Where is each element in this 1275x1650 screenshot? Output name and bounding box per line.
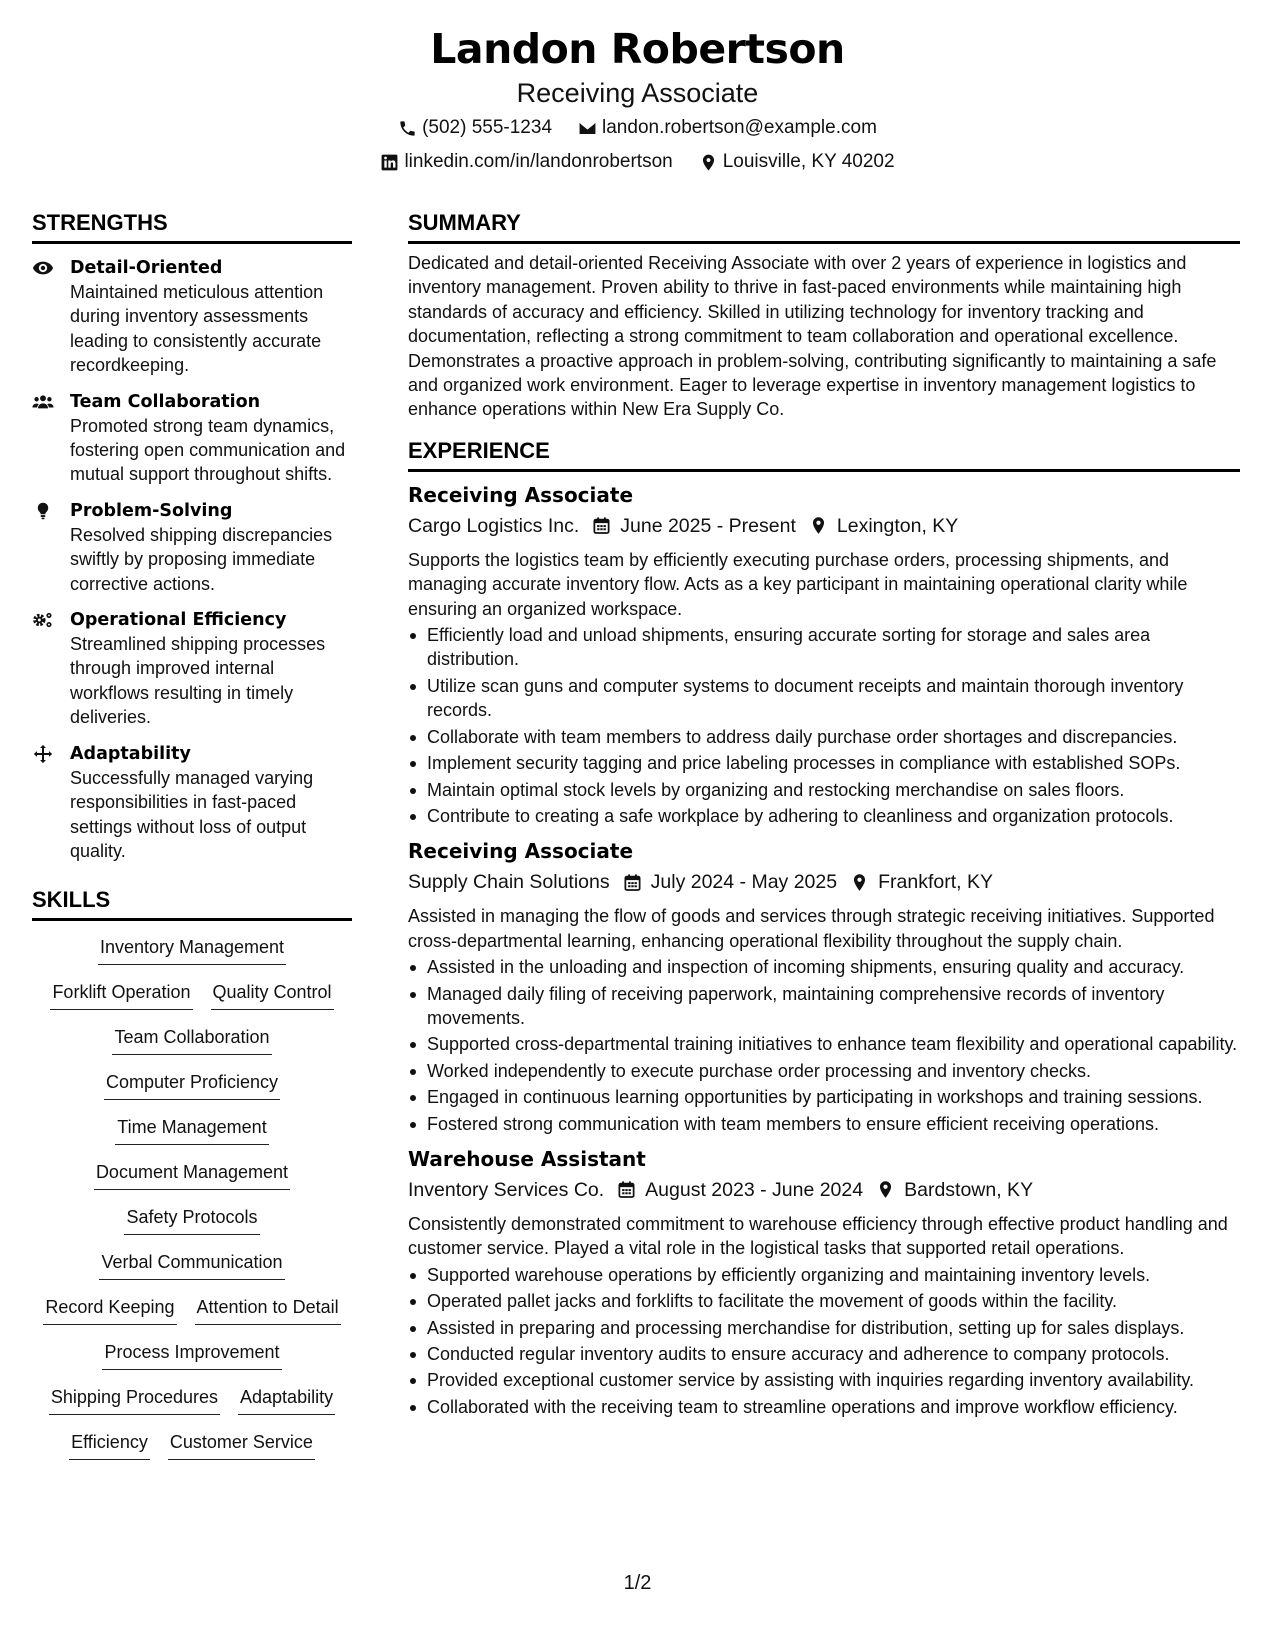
skill-tag: Time Management <box>115 1115 268 1145</box>
phone-text: (502) 555-1234 <box>422 117 553 138</box>
job-bullet: Provided exceptional customer service by assisting with inquiries regarding inventory availability. <box>408 1368 1240 1392</box>
job-bullet: Contribute to creating a safe workplace by adhering to cleanliness and organization protocols. <box>408 804 1240 828</box>
arrows-move-icon <box>32 744 54 764</box>
calendar-icon <box>617 1180 636 1199</box>
job-bullet: Supported cross-departmental training initiatives to enhance team flexibility and operational capability. <box>408 1032 1240 1056</box>
job-description: Assisted in managing the flow of goods and services through strategic receiving initiatives. Supported cross-departmental learning, enhancing operational flexibility throughout the supply chain. <box>408 906 1215 951</box>
job-meta <box>408 1175 1240 1205</box>
job-title: Receiving Associate <box>408 839 634 864</box>
job-meta <box>408 867 1240 897</box>
resume-header <box>0 22 1275 178</box>
map-pin-icon <box>850 873 869 892</box>
skill-row <box>32 1340 352 1385</box>
job-bullet: Assisted in preparing and processing merchandise for distribution, setting up for sales displays. <box>408 1316 1240 1340</box>
skill-tag: Document Management <box>94 1160 290 1190</box>
job-bullets <box>408 1263 1240 1419</box>
gears-icon <box>32 610 54 630</box>
summary-text: Dedicated and detail-oriented Receiving Associate with over 2 years of experience in logistics and inventory management. Proven ability to thrive in fast-paced environments while maintaining high standards of accuracy and efficiency. Skilled in utilizing technology for inventory tracking and documentation, reflecting a strong commitment to team collaboration and operational excellence. Demonstrates a proactive approach in problem-solving, contributing significantly to maintaining a safe and organized work environment. Eager to leverage expertise in inventory management logistics to enhance operations within New Era Supply Co. <box>408 253 1217 420</box>
skill-tag: Process Improvement <box>102 1340 281 1370</box>
job-company: Inventory Services Co. <box>408 1178 605 1201</box>
skill-tag: Efficiency <box>69 1430 150 1460</box>
skill-tag: Inventory Management <box>98 935 286 965</box>
skill-tag: Verbal Communication <box>99 1250 284 1280</box>
job-bullet: Implement security tagging and price labeling processes in compliance with established SOPs. <box>408 751 1240 775</box>
job-company: Supply Chain Solutions <box>408 871 610 894</box>
job-entry <box>408 836 1240 1136</box>
job-location: Frankfort, KY <box>878 871 993 894</box>
job-dates: June 2025 - Present <box>620 514 796 537</box>
calendar-icon <box>623 873 642 892</box>
linkedin-icon <box>380 153 399 172</box>
strength-description: Streamlined shipping processes through improved internal workflows resulting in timely deliveries. <box>70 634 326 728</box>
job-bullets <box>408 623 1240 828</box>
strength-title: Operational Efficiency <box>70 610 287 631</box>
skill-row <box>32 1250 352 1295</box>
envelope-icon <box>578 119 597 138</box>
job-bullet: Conducted regular inventory audits to ensure accuracy and adherence to company protocols. <box>408 1342 1240 1366</box>
job-description: Supports the logistics team by efficiently executing purchase orders, processing shipments, and managing accurate inventory flow. Acts as a key participant in maintaining operational clarity while ensuring an organized workspace. <box>408 549 1188 619</box>
skills-heading: SKILLS <box>32 885 352 921</box>
summary-heading: SUMMARY <box>408 208 1240 244</box>
skill-row <box>32 1070 352 1115</box>
phone-icon <box>398 119 417 138</box>
job-title: Warehouse Assistant <box>408 1146 646 1171</box>
job-bullet: Fostered strong communication with team members to ensure efficient receiving operations. <box>408 1112 1240 1136</box>
job-bullet: Operated pallet jacks and forklifts to facilitate the movement of goods within the facility. <box>408 1289 1240 1313</box>
experience-heading: EXPERIENCE <box>408 436 1240 472</box>
skill-row <box>32 935 352 980</box>
skill-tag: Computer Proficiency <box>104 1070 280 1100</box>
job-location: Bardstown, KY <box>904 1178 1034 1201</box>
linkedin-text[interactable]: linkedin.com/in/landonrobertson <box>404 151 673 172</box>
skill-tag: Adaptability <box>238 1385 335 1415</box>
contact-phone <box>398 112 552 144</box>
skill-tag: Record Keeping <box>43 1295 176 1325</box>
strength-item <box>32 608 352 730</box>
skill-row <box>32 1160 352 1205</box>
page-number: 1/2 <box>623 1572 652 1594</box>
strength-item <box>32 256 352 378</box>
calendar-icon <box>592 516 611 535</box>
strength-title: Detail-Oriented <box>70 258 223 278</box>
left-column <box>32 208 352 1475</box>
contact-email[interactable] <box>578 112 877 144</box>
job-company: Cargo Logistics Inc. <box>408 514 580 537</box>
job-bullet: Worked independently to execute purchase order processing and inventory checks. <box>408 1059 1240 1083</box>
job-bullet: Supported warehouse operations by efficiently organizing and maintaining inventory levels. <box>408 1263 1240 1287</box>
job-title: Receiving Associate <box>408 482 634 507</box>
skills-list <box>32 935 352 1475</box>
strength-title: Adaptability <box>70 743 191 764</box>
job-location: Lexington, KY <box>836 514 959 537</box>
job-bullets <box>408 955 1240 1136</box>
strength-item <box>32 390 352 487</box>
contact-location <box>699 146 895 178</box>
strength-description: Resolved shipping discrepancies swiftly by proposing immediate corrective actions. <box>70 524 333 594</box>
contact-linkedin[interactable] <box>380 146 672 178</box>
email-text[interactable]: landon.robertson@example.com <box>602 117 877 138</box>
skill-tag: Attention to Detail <box>195 1295 341 1325</box>
eye-icon <box>32 258 54 278</box>
job-bullet: Assisted in the unloading and inspection of incoming shipments, ensuring quality and accuracy. <box>408 955 1240 979</box>
skill-row <box>32 1430 352 1475</box>
job-description: Consistently demonstrated commitment to warehouse efficiency through effective product handling and customer service. Played a vital role in the logistical tasks that supported retail operations. <box>408 1213 1228 1259</box>
skill-tag: Safety Protocols <box>124 1205 259 1235</box>
skill-tag: Forklift Operation <box>50 980 192 1010</box>
strength-description: Maintained meticulous attention during inventory assessments leading to consistently accurate recordkeeping. <box>70 282 324 376</box>
skill-tag: Quality Control <box>211 980 334 1010</box>
skill-tag: Shipping Procedures <box>49 1385 220 1415</box>
job-bullet: Collaborate with team members to address daily purchase order shortages and discrepancies. <box>408 725 1240 749</box>
job-bullet: Maintain optimal stock levels by organizing and restocking merchandise on sales floors. <box>408 778 1240 802</box>
job-entry <box>408 1144 1240 1419</box>
users-icon <box>32 392 54 412</box>
job-entry <box>408 480 1240 828</box>
strength-description: Promoted strong team dynamics, fostering open communication and mutual support throughout shifts. <box>70 415 346 485</box>
job-bullet: Managed daily filing of receiving paperwork, maintaining comprehensive records of inventory movements. <box>408 982 1240 1031</box>
strength-title: Problem-Solving <box>70 500 233 521</box>
skill-row <box>32 1205 352 1250</box>
job-meta <box>408 511 1240 541</box>
right-column <box>408 208 1240 1421</box>
candidate-name: Landon Robertson <box>430 25 845 73</box>
job-dates: July 2024 - May 2025 <box>650 871 838 894</box>
skill-tag: Customer Service <box>168 1430 315 1460</box>
strength-description: Successfully managed varying responsibilities in fast-paced settings without loss of output quality. <box>70 767 314 861</box>
skill-row <box>32 980 352 1025</box>
map-pin-icon <box>809 516 828 535</box>
job-dates: August 2023 - June 2024 <box>645 1178 864 1201</box>
strength-item <box>32 742 352 864</box>
skill-row <box>32 1385 352 1430</box>
map-pin-icon <box>699 153 718 172</box>
job-bullet: Utilize scan guns and computer systems to document receipts and maintain thorough inventory records. <box>408 674 1240 723</box>
skill-row <box>32 1025 352 1070</box>
strengths-heading: STRENGTHS <box>32 208 352 244</box>
skill-row <box>32 1295 352 1340</box>
job-bullet: Efficiently load and unload shipments, ensuring accurate sorting for storage and sales area distribution. <box>408 623 1240 672</box>
job-bullet: Collaborated with the receiving team to streamline operations and improve workflow efficiency. <box>408 1395 1240 1419</box>
location-text: Louisville, KY 40202 <box>722 151 895 172</box>
candidate-title: Receiving Associate <box>516 78 759 108</box>
strength-item <box>32 499 352 596</box>
lightbulb-icon <box>32 501 54 521</box>
skill-tag: Team Collaboration <box>112 1025 271 1055</box>
map-pin-icon <box>876 1180 895 1199</box>
skill-row <box>32 1115 352 1160</box>
job-bullet: Engaged in continuous learning opportunities by participating in workshops and training sessions. <box>408 1085 1240 1109</box>
contact-row-1 <box>0 112 1275 144</box>
contact-row-2 <box>0 146 1275 178</box>
strength-title: Team Collaboration <box>70 391 261 412</box>
